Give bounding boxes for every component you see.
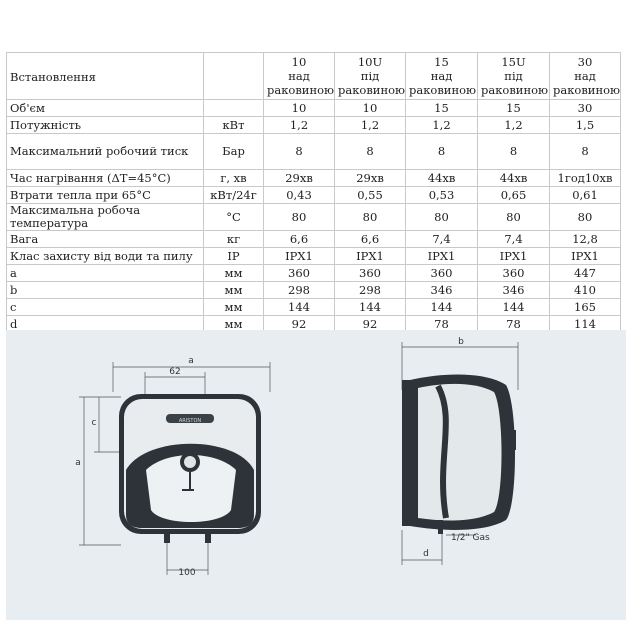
value-cell: 447 bbox=[550, 265, 621, 282]
unit-cell: мм bbox=[204, 265, 264, 282]
value-cell: 1,2 bbox=[478, 117, 550, 134]
parameter-label: Об'єм bbox=[7, 100, 204, 117]
model-position-detail: раковиною bbox=[338, 83, 406, 97]
parameter-label: Втрати тепла при 65°С bbox=[7, 187, 204, 204]
model-position: під bbox=[360, 69, 380, 83]
dimension-62-label: 62 bbox=[169, 367, 181, 377]
value-cell: 8 bbox=[335, 134, 406, 170]
model-header-cell bbox=[478, 53, 550, 100]
value-cell: 0,53 bbox=[406, 187, 478, 204]
model-header-cell bbox=[264, 53, 335, 100]
value-cell: 44хв bbox=[478, 170, 550, 187]
value-cell: 78 bbox=[478, 316, 550, 333]
table-row bbox=[7, 187, 621, 204]
heater-front-view bbox=[119, 394, 261, 543]
parameter-label: Потужність bbox=[7, 117, 204, 134]
specification-table bbox=[6, 52, 621, 333]
value-cell: 92 bbox=[335, 316, 406, 333]
value-cell: 29хв bbox=[264, 170, 335, 187]
value-cell: 1,5 bbox=[550, 117, 621, 134]
dimension-a-vertical-label: a bbox=[75, 458, 81, 468]
dimension-100-label: 100 bbox=[178, 568, 196, 578]
value-cell: IPX1 bbox=[478, 248, 550, 265]
value-cell: 80 bbox=[406, 204, 478, 231]
value-cell: 0,43 bbox=[264, 187, 335, 204]
unit-cell: Бар bbox=[204, 134, 264, 170]
model-name: 15 bbox=[434, 55, 449, 69]
model-position-detail: раковиною bbox=[267, 83, 335, 97]
value-cell: 7,4 bbox=[406, 231, 478, 248]
unit-cell: мм bbox=[204, 282, 264, 299]
model-position-detail: раковиною bbox=[481, 83, 549, 97]
table-row bbox=[7, 299, 621, 316]
value-cell: 80 bbox=[264, 204, 335, 231]
table-row bbox=[7, 100, 621, 117]
unit-cell: IP bbox=[204, 248, 264, 265]
value-cell: IPX1 bbox=[406, 248, 478, 265]
value-cell: 8 bbox=[550, 134, 621, 170]
parameter-label: c bbox=[7, 299, 204, 316]
value-cell: 144 bbox=[406, 299, 478, 316]
unit-cell: кг bbox=[204, 231, 264, 248]
value-cell: 346 bbox=[478, 282, 550, 299]
dimension-a-label: a bbox=[188, 356, 194, 366]
model-position-detail: раковиною bbox=[553, 83, 621, 97]
unit-cell: °С bbox=[204, 204, 264, 231]
value-cell: 10 bbox=[335, 100, 406, 117]
model-position: над bbox=[574, 69, 596, 83]
value-cell: 165 bbox=[550, 299, 621, 316]
parameter-label: b bbox=[7, 282, 204, 299]
dimension-drawing bbox=[6, 330, 626, 620]
unit-cell: мм bbox=[204, 299, 264, 316]
table-row bbox=[7, 248, 621, 265]
parameter-label: Час нагрівання (ΔT=45°C) bbox=[7, 170, 204, 187]
table-row bbox=[7, 231, 621, 248]
value-cell: 360 bbox=[406, 265, 478, 282]
value-cell: 1,2 bbox=[335, 117, 406, 134]
table-header-row bbox=[7, 53, 621, 100]
value-cell: 0,65 bbox=[478, 187, 550, 204]
dimension-d-label: d bbox=[423, 549, 429, 559]
value-cell: 12,8 bbox=[550, 231, 621, 248]
value-cell: 7,4 bbox=[478, 231, 550, 248]
value-cell: 1,2 bbox=[264, 117, 335, 134]
dimension-c-label: c bbox=[91, 418, 97, 428]
model-name: 30 bbox=[577, 55, 593, 69]
model-position: під bbox=[504, 69, 523, 83]
gas-connection-label: 1/2" Gas bbox=[451, 533, 490, 543]
dimension-b-label: b bbox=[458, 337, 464, 347]
parameter-label: d bbox=[7, 316, 204, 333]
value-cell: 8 bbox=[406, 134, 478, 170]
model-position-detail: раковиною bbox=[409, 83, 477, 97]
value-cell: 78 bbox=[406, 316, 478, 333]
value-cell: 29хв bbox=[335, 170, 406, 187]
technical-drawing bbox=[6, 330, 626, 620]
table-row bbox=[7, 170, 621, 187]
value-cell: 92 bbox=[264, 316, 335, 333]
model-header-cell bbox=[550, 53, 621, 100]
brand-logo: ARISTON bbox=[178, 418, 202, 424]
heater-side-view bbox=[402, 375, 516, 534]
value-cell: 410 bbox=[550, 282, 621, 299]
value-cell: 144 bbox=[335, 299, 406, 316]
unit-header-cell bbox=[204, 53, 264, 100]
table-row bbox=[7, 265, 621, 282]
parameter-label: a bbox=[7, 265, 204, 282]
unit-cell: г, хв bbox=[204, 170, 264, 187]
value-cell: 44хв bbox=[406, 170, 478, 187]
model-position: над bbox=[288, 69, 310, 83]
table-row bbox=[7, 134, 621, 170]
value-cell: 1год10хв bbox=[550, 170, 621, 187]
value-cell: 360 bbox=[335, 265, 406, 282]
value-cell: IPX1 bbox=[550, 248, 621, 265]
unit-cell bbox=[204, 100, 264, 117]
unit-cell: мм bbox=[204, 316, 264, 333]
value-cell: 114 bbox=[550, 316, 621, 333]
parameter-label: Максимальна робоча температура bbox=[7, 204, 204, 231]
value-cell: 80 bbox=[335, 204, 406, 231]
value-cell: 80 bbox=[550, 204, 621, 231]
unit-cell: кВт/24г bbox=[204, 187, 264, 204]
value-cell: 30 bbox=[550, 100, 621, 117]
model-name: 10 bbox=[291, 55, 307, 69]
value-cell: 15 bbox=[406, 100, 478, 117]
value-cell: 6,6 bbox=[335, 231, 406, 248]
table-row bbox=[7, 117, 621, 134]
model-header-cell bbox=[335, 53, 406, 100]
value-cell: 298 bbox=[264, 282, 335, 299]
installation-label: Встановлення bbox=[7, 53, 204, 100]
value-cell: IPX1 bbox=[335, 248, 406, 265]
value-cell: 6,6 bbox=[264, 231, 335, 248]
model-name: 10U bbox=[357, 55, 383, 69]
value-cell: 0,55 bbox=[335, 187, 406, 204]
value-cell: 360 bbox=[478, 265, 550, 282]
value-cell: 8 bbox=[478, 134, 550, 170]
value-cell: 298 bbox=[335, 282, 406, 299]
value-cell: 1,2 bbox=[406, 117, 478, 134]
value-cell: 144 bbox=[478, 299, 550, 316]
parameter-label: Клас захисту від води та пилу bbox=[7, 248, 204, 265]
value-cell: 8 bbox=[264, 134, 335, 170]
value-cell: 15 bbox=[478, 100, 550, 117]
value-cell: 144 bbox=[264, 299, 335, 316]
value-cell: 0,61 bbox=[550, 187, 621, 204]
model-name: 15U bbox=[501, 55, 526, 69]
parameter-label: Максимальний робочий тиск bbox=[7, 134, 204, 170]
table-row bbox=[7, 204, 621, 231]
value-cell: 80 bbox=[478, 204, 550, 231]
table-row bbox=[7, 282, 621, 299]
value-cell: IPX1 bbox=[264, 248, 335, 265]
unit-cell: кВт bbox=[204, 117, 264, 134]
value-cell: 10 bbox=[264, 100, 335, 117]
value-cell: 346 bbox=[406, 282, 478, 299]
model-header-cell bbox=[406, 53, 478, 100]
value-cell: 360 bbox=[264, 265, 335, 282]
parameter-label: Вага bbox=[7, 231, 204, 248]
model-position: над bbox=[430, 69, 453, 83]
